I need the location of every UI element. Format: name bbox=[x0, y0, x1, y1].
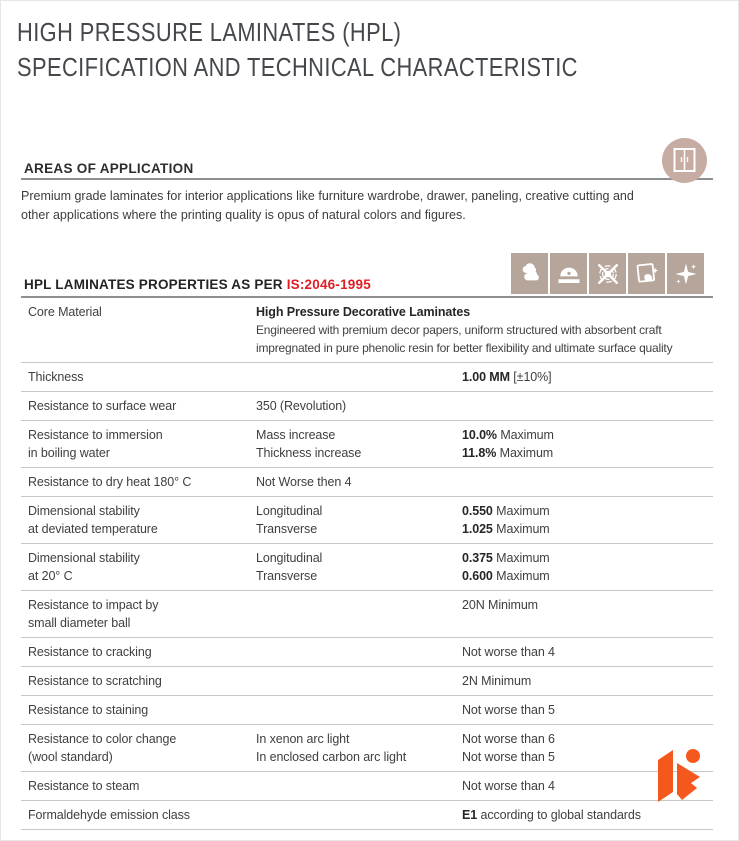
easy-clean-icon bbox=[628, 253, 665, 294]
property-condition bbox=[256, 777, 462, 795]
property-value: Not worse than 4 bbox=[462, 779, 555, 793]
sparkle-shine-icon bbox=[667, 253, 704, 294]
property-value: Not worse than 4 bbox=[462, 645, 555, 659]
table-row bbox=[21, 591, 713, 638]
table-row bbox=[21, 421, 713, 468]
property-value: 1.00 MM [±10%] bbox=[462, 370, 552, 384]
table-row bbox=[21, 772, 713, 801]
table-row bbox=[21, 638, 713, 667]
standard-code: IS:2046-1995 bbox=[286, 277, 371, 292]
page-title-line1: HIGH PRESSURE LAMINATES (HPL) bbox=[17, 17, 402, 47]
wardrobe-icon bbox=[662, 138, 707, 183]
table-row bbox=[21, 667, 713, 696]
property-label: Resistance to scratching bbox=[28, 674, 162, 688]
property-label: Resistance to immersion in boiling water bbox=[28, 428, 163, 460]
property-value: 20N Minimum bbox=[462, 598, 538, 612]
areas-of-application-heading: AREAS OF APPLICATION bbox=[24, 161, 194, 176]
table-row bbox=[21, 497, 713, 544]
property-condition: High Pressure Decorative Laminates Engineered with premium decor papers, uniform structured with absorbent craft impregnated in pure phenolic resin for better flexibility and ultimate surface quality bbox=[256, 305, 673, 355]
table-row bbox=[21, 544, 713, 591]
circular-saw-icon bbox=[550, 253, 587, 294]
page-title-line2: SPECIFICATION AND TECHNICAL CHARACTERISTIC bbox=[17, 52, 578, 82]
property-label: Formaldehyde emission class bbox=[28, 808, 190, 822]
properties-heading bbox=[24, 277, 371, 292]
property-label: Core Material bbox=[28, 305, 102, 319]
property-label: Resistance to dry heat 180° C bbox=[28, 475, 192, 489]
property-label: Resistance to color change (wool standard) bbox=[28, 732, 177, 764]
property-condition: In xenon arc light In enclosed carbon arc light bbox=[256, 732, 407, 764]
property-condition: Longitudinal Transverse bbox=[256, 551, 323, 583]
property-label: Dimensional stability at 20° C bbox=[28, 551, 140, 583]
property-value: Not worse than 5 bbox=[462, 703, 555, 717]
table-row bbox=[21, 298, 713, 363]
property-value bbox=[462, 397, 713, 415]
property-value bbox=[462, 473, 713, 491]
table-row bbox=[21, 696, 713, 725]
brand-k-logo bbox=[655, 747, 703, 803]
no-fingerprint-icon bbox=[589, 253, 626, 294]
properties-heading-text: HPL LAMINATES PROPERTIES AS PER bbox=[24, 277, 287, 292]
property-condition bbox=[256, 596, 462, 614]
areas-divider bbox=[21, 178, 713, 180]
page-title bbox=[17, 15, 685, 85]
property-label: Resistance to impact by small diameter ball bbox=[28, 598, 159, 630]
table-row bbox=[21, 363, 713, 392]
property-value: 0.375 Maximum 0.600 Maximum bbox=[462, 551, 550, 583]
property-label: Resistance to staining bbox=[28, 703, 149, 717]
property-condition bbox=[256, 643, 462, 661]
areas-paragraph-line1: Premium grade laminates for interior applications like furniture wardrobe, drawer, paneling, creative cutting and bbox=[21, 189, 634, 203]
table-row bbox=[21, 468, 713, 497]
property-value: 2N Minimum bbox=[462, 674, 532, 688]
property-condition bbox=[256, 701, 462, 719]
property-label: Resistance to cracking bbox=[28, 645, 152, 659]
areas-paragraph bbox=[21, 187, 634, 225]
property-condition: 350 (Revolution) bbox=[256, 399, 347, 413]
property-label: Resistance to steam bbox=[28, 779, 140, 793]
feature-icons-row bbox=[511, 253, 704, 294]
property-label: Thickness bbox=[28, 370, 84, 384]
property-value: E1 according to global standards bbox=[462, 808, 641, 822]
areas-paragraph-line2: other applications where the printing quality is opus of natural colors and figures. bbox=[21, 208, 466, 222]
property-label: Dimensional stability at deviated temperature bbox=[28, 504, 158, 536]
property-condition bbox=[256, 806, 462, 824]
property-value: 0.550 Maximum 1.025 Maximum bbox=[462, 504, 550, 536]
property-label: Resistance to surface wear bbox=[28, 399, 177, 413]
property-condition bbox=[256, 368, 462, 386]
property-value: Not worse than 6 Not worse than 5 bbox=[462, 732, 555, 764]
property-condition: Not Worse then 4 bbox=[256, 475, 352, 489]
property-condition: Longitudinal Transverse bbox=[256, 504, 323, 536]
table-row bbox=[21, 801, 713, 830]
property-condition: Mass increase Thickness increase bbox=[256, 428, 362, 460]
property-condition bbox=[256, 672, 462, 690]
table-row bbox=[21, 392, 713, 421]
table-row bbox=[21, 725, 713, 772]
property-value: 10.0% Maximum 11.8% Maximum bbox=[462, 428, 554, 460]
steam-clouds-icon bbox=[511, 253, 548, 294]
properties-table bbox=[21, 298, 713, 830]
